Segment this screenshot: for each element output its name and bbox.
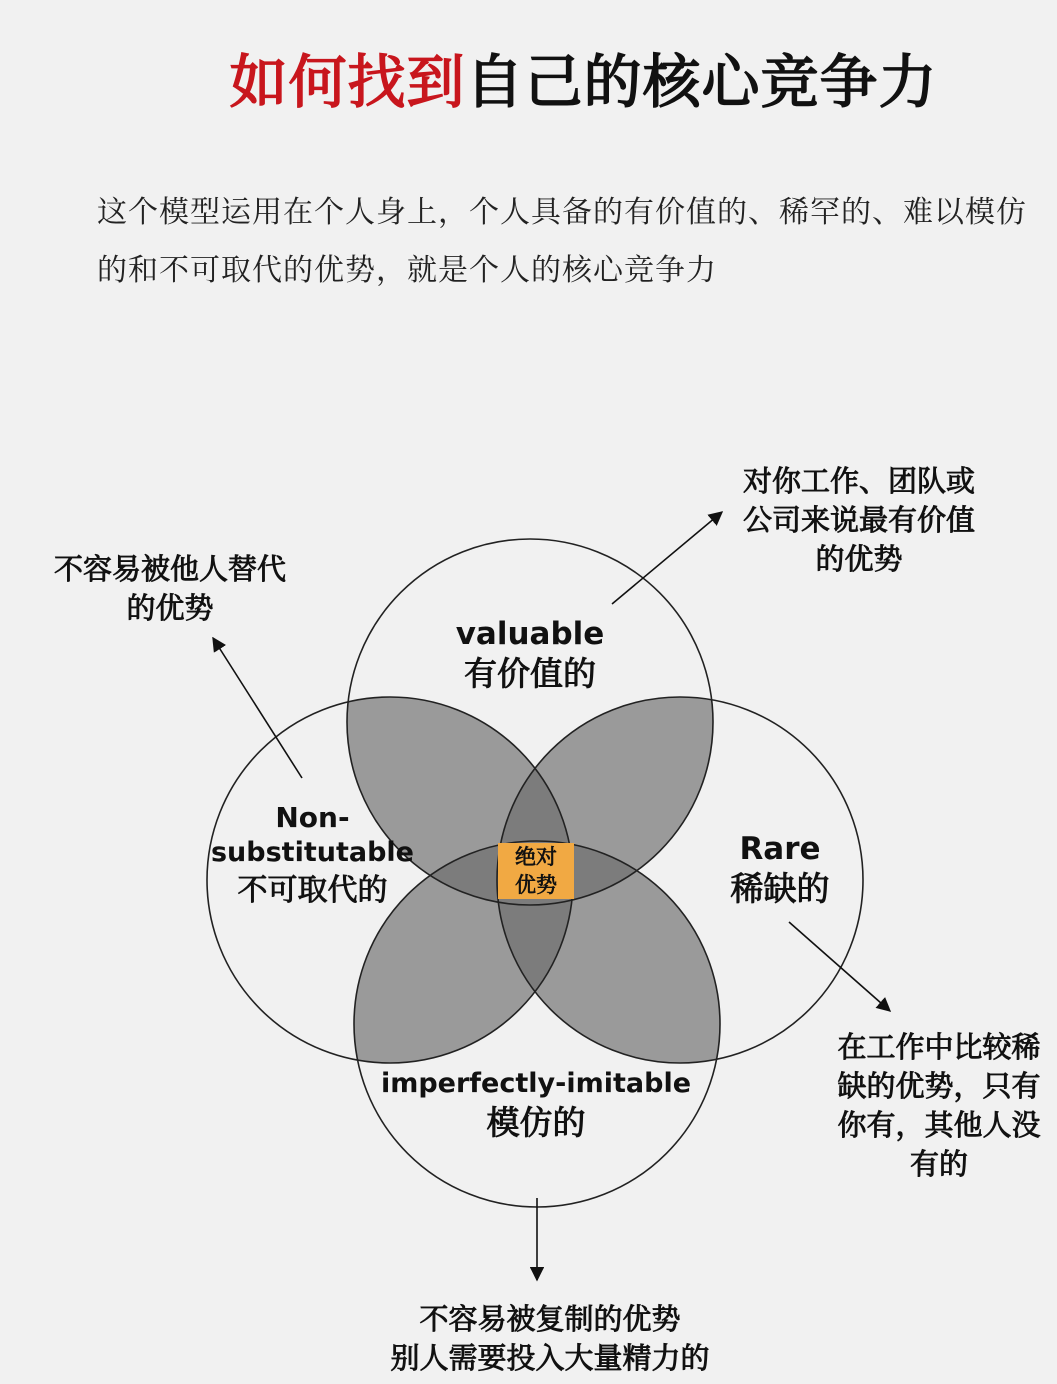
annotation-bottom-line2: 别人需要投入大量精力的 [390,1341,710,1375]
arrow-top-left [213,638,302,778]
label-valuable [430,615,630,695]
core-advantage-box [498,843,574,899]
label-imitable [370,1066,702,1144]
label-nonsub-en2: substitutable [210,837,414,868]
annotation-bottom-line1: 不容易被复制的优势 [419,1302,681,1336]
label-imitable-zh: 模仿的 [486,1103,586,1142]
label-nonsub-zh: 不可取代的 [237,873,388,908]
label-nonsub-en1: Non- [275,801,350,834]
label-rare [700,830,860,910]
label-nonsubstitutable [210,800,415,912]
annotation-top-right: 对你工作、团队或公司来说最有价值的优势 [742,464,975,576]
annotation-right: 在工作中比较稀缺的优势，只有你有，其他人没有的 [837,1030,1041,1181]
label-valuable-en: valuable [455,616,605,652]
intro-text: 这个模型运用在个人身上，个人具备的有价值的、稀罕的、难以模仿的和不可取代的优势，就是个人的核心竞争力 [97,195,1027,288]
core-line2: 优势 [515,873,557,897]
annotation-bottom [330,1300,770,1378]
title-red-part: 如何找到 [229,48,466,116]
arrow-right [789,922,890,1011]
label-imitable-en: imperfectly-imitable [380,1068,692,1099]
arrow-top-right [612,512,722,604]
title-black-part: 自己的核心竞争力 [465,48,938,116]
label-valuable-zh: 有价值的 [464,654,596,693]
annotation-top-left: 不容易被他人替代的优势 [53,552,286,625]
label-rare-en: Rare [739,831,821,867]
core-line1: 绝对 [515,845,557,869]
label-rare-zh: 稀缺的 [730,869,830,908]
